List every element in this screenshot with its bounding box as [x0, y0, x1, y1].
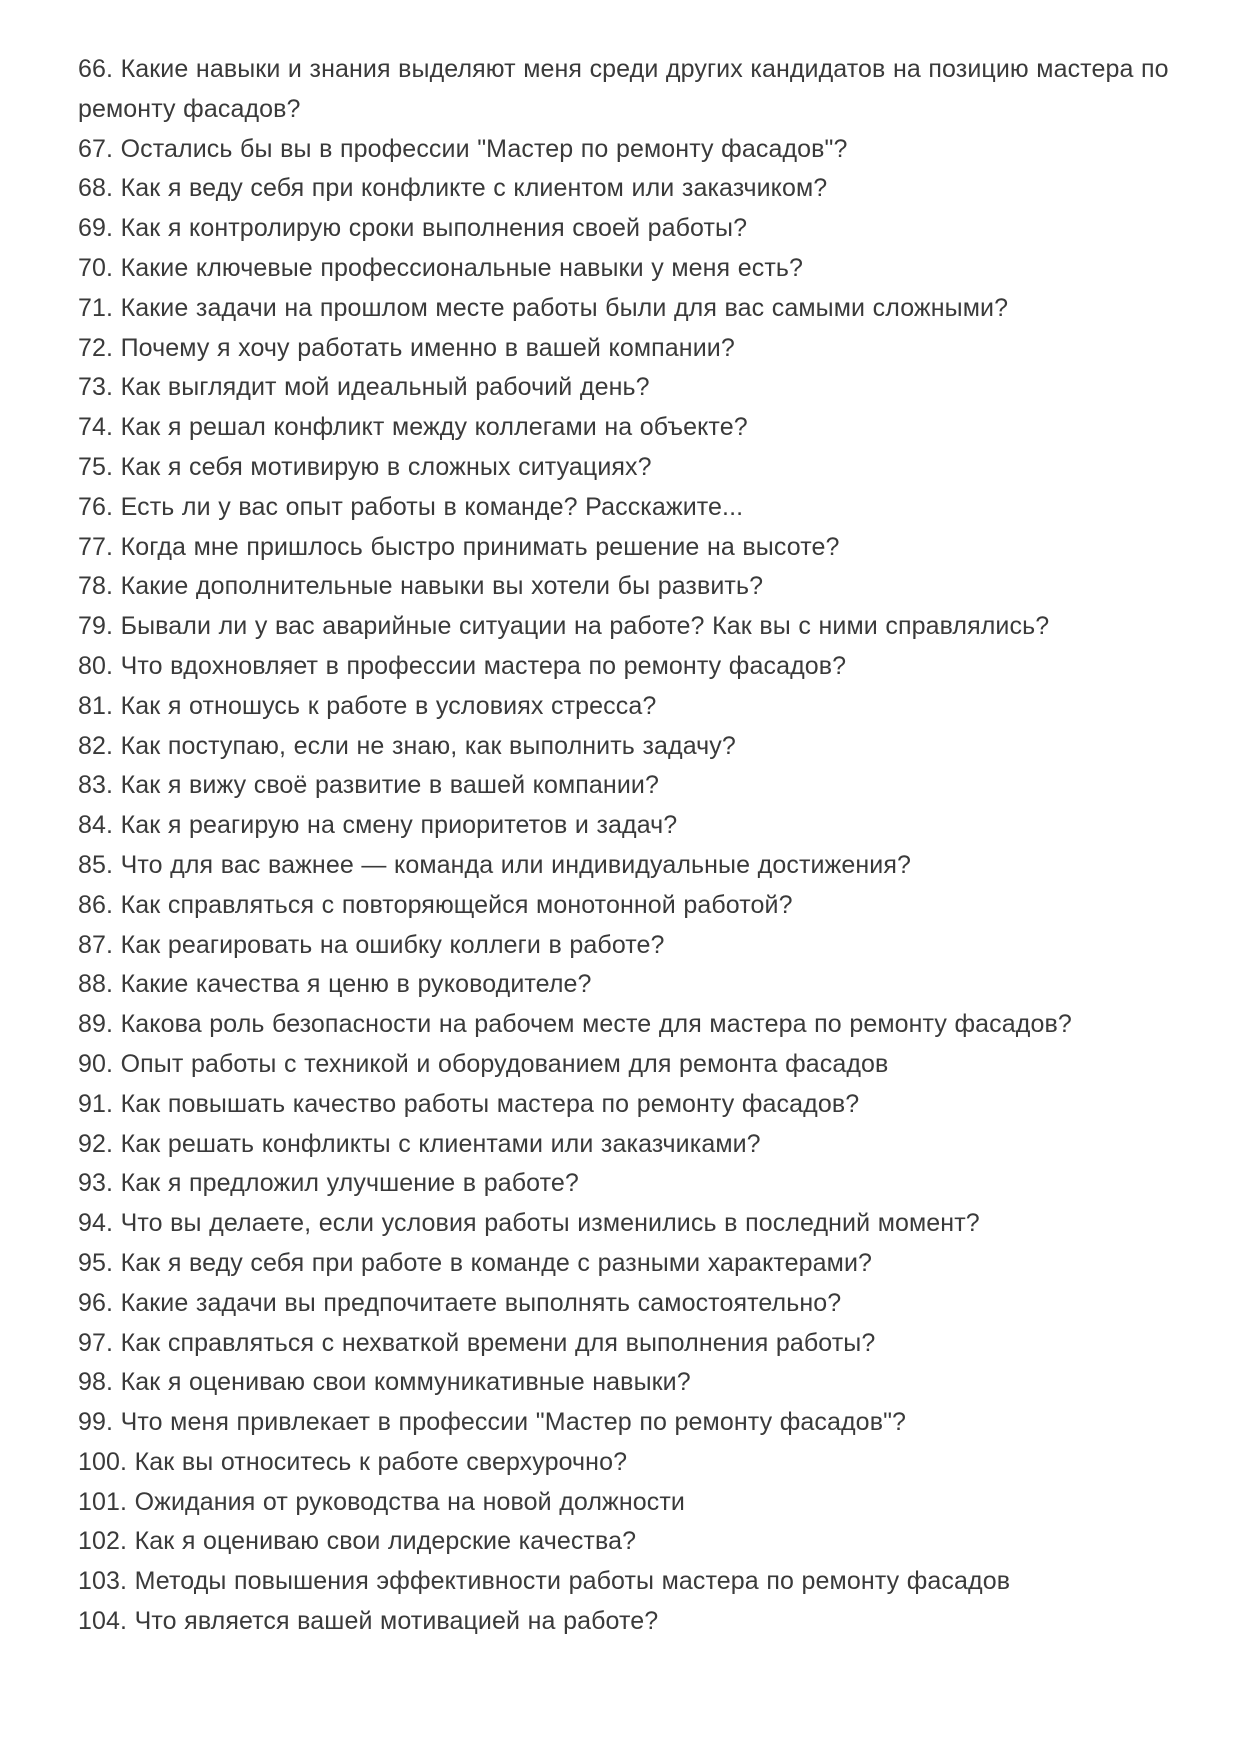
question-item: 71. Какие задачи на прошлом месте работы были для вас самыми сложными?: [78, 293, 1009, 322]
question-item: 68. Как я веду себя при конфликте с клиентом или заказчиком?: [78, 174, 828, 203]
question-item: 78. Какие дополнительные навыки вы хотели бы развить?: [78, 572, 764, 601]
question-item: 100. Как вы относитесь к работе сверхурочно?: [78, 1447, 628, 1476]
question-item: 86. Как справляться с повторяющейся монотонной работой?: [78, 890, 793, 919]
question-item: 81. Как я отношусь к работе в условиях стресса?: [78, 691, 657, 720]
question-item: 72. Почему я хочу работать именно в вашей компании?: [78, 333, 735, 362]
question-item: 79. Бывали ли у вас аварийные ситуации на работе? Как вы с ними справлялись?: [78, 612, 1050, 641]
question-item: 104. Что является вашей мотивацией на работе?: [78, 1607, 659, 1636]
question-item: 90. Опыт работы с техникой и оборудованием для ремонта фасадов: [78, 1049, 889, 1078]
question-item: 103. Методы повышения эффективности работы мастера по ремонту фасадов: [78, 1567, 1011, 1596]
question-item: 102. Как я оцениваю свои лидерские качества?: [78, 1527, 637, 1556]
question-item: 95. Как я веду себя при работе в команде с разными характерами?: [78, 1248, 873, 1277]
question-item: 77. Когда мне пришлось быстро принимать решение на высоте?: [78, 532, 840, 561]
question-item: 80. Что вдохновляет в профессии мастера по ремонту фасадов?: [78, 651, 847, 680]
question-item: 89. Какова роль безопасности на рабочем месте для мастера по ремонту фасадов?: [78, 1010, 1072, 1039]
question-item: 76. Есть ли у вас опыт работы в команде? Расскажите...: [78, 492, 744, 521]
question-item: 84. Как я реагирую на смену приоритетов и задач?: [78, 811, 678, 840]
question-item: 83. Как я вижу своё развитие в вашей компании?: [78, 771, 659, 800]
question-item: 73. Как выглядит мой идеальный рабочий день?: [78, 373, 650, 402]
question-item: 87. Как реагировать на ошибку коллеги в работе?: [78, 930, 665, 959]
question-item: 88. Какие качества я ценю в руководителе?: [78, 970, 592, 999]
question-item: 92. Как решать конфликты с клиентами или заказчиками?: [78, 1129, 761, 1158]
question-item: 74. Как я решал конфликт между коллегами на объекте?: [78, 413, 748, 442]
question-item: 96. Какие задачи вы предпочитаете выполнять самостоятельно?: [78, 1288, 842, 1317]
question-item: 75. Как я себя мотивирую в сложных ситуациях?: [78, 452, 652, 481]
question-item: 99. Что меня привлекает в профессии "Мастер по ремонту фасадов"?: [78, 1408, 907, 1437]
question-list: [78, 50, 1169, 1642]
question-item: 69. Как я контролирую сроки выполнения своей работы?: [78, 214, 748, 243]
question-item: 67. Остались бы вы в профессии "Мастер по ремонту фасадов"?: [78, 134, 848, 163]
question-item: 98. Как я оцениваю свои коммуникативные навыки?: [78, 1368, 691, 1397]
question-item: 101. Ожидания от руководства на новой должности: [78, 1487, 685, 1516]
question-item: 91. Как повышать качество работы мастера по ремонту фасадов?: [78, 1089, 860, 1118]
question-item: 66. Какие навыки и знания выделяют меня среди других кандидатов на позицию мастера по ремонту фасадов?: [78, 55, 1169, 123]
question-item: 94. Что вы делаете, если условия работы изменились в последний момент?: [78, 1209, 980, 1238]
question-item: 97. Как справляться с нехваткой времени для выполнения работы?: [78, 1328, 876, 1357]
question-item: 70. Какие ключевые профессиональные навыки у меня есть?: [78, 253, 804, 282]
question-item: 85. Что для вас важнее — команда или индивидуальные достижения?: [78, 850, 912, 879]
question-item: 82. Как поступаю, если не знаю, как выполнить задачу?: [78, 731, 736, 760]
question-item: 93. Как я предложил улучшение в работе?: [78, 1169, 579, 1198]
